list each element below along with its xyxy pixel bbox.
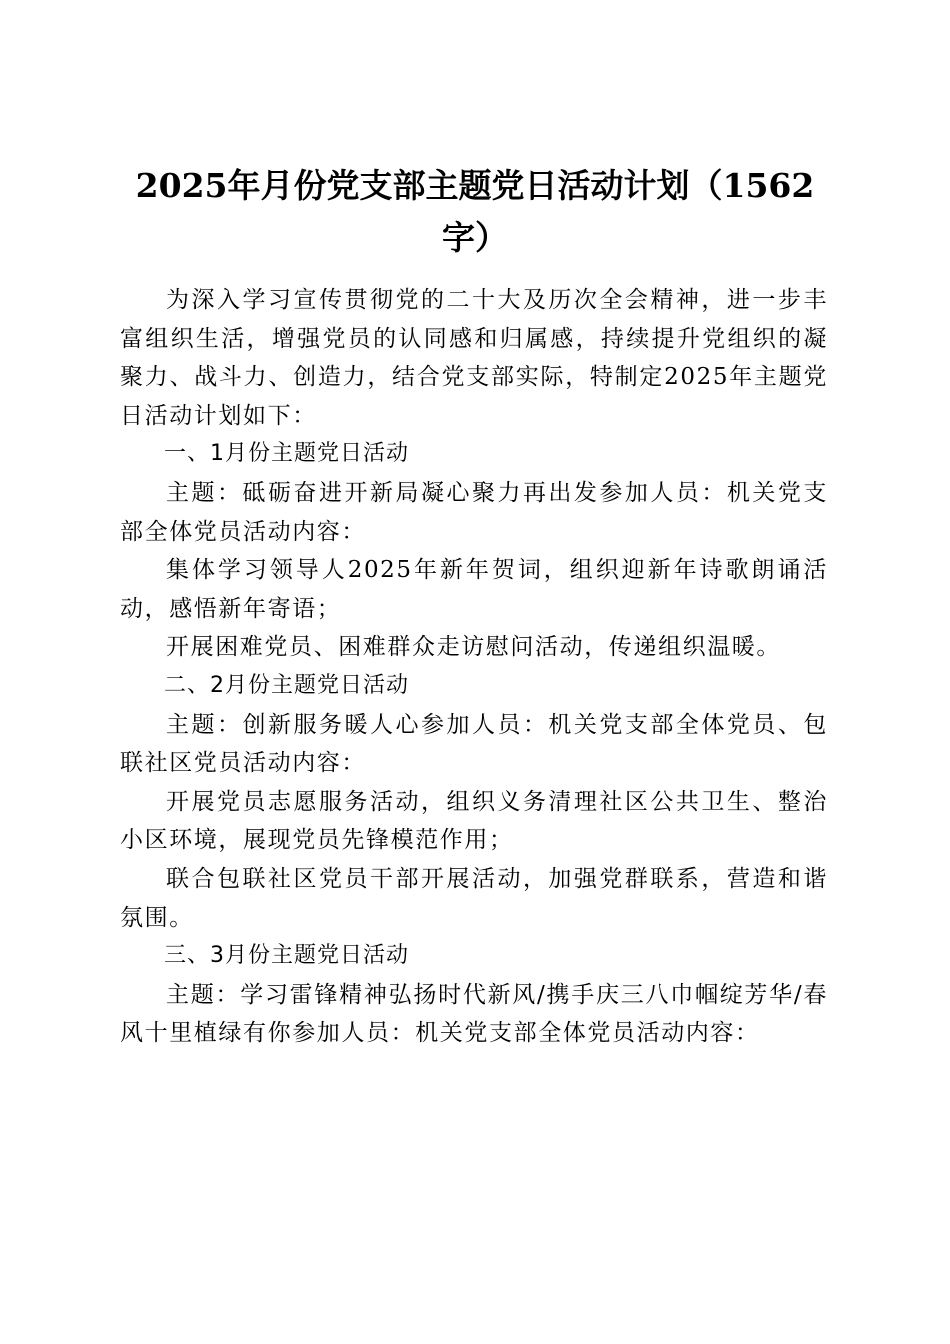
section-heading-january: 一、1月份主题党日活动: [164, 441, 409, 467]
march-theme-paragraph: 主题：学习雷锋精神弘扬时代新风/携手庆三八巾帼绽芳华/春风十里植绿有你参加人员：机关党支部全体党员活动内容：: [120, 981, 828, 1047]
february-theme-paragraph: 主题：创新服务暖人心参加人员：机关党支部全体党员、包联社区党员活动内容：: [120, 711, 828, 777]
january-activity-1: 集体学习领导人2025年新年贺词，组织迎新年诗歌朗诵活动，感悟新年寄语；: [120, 557, 828, 622]
section-heading-february: 二、2月份主题党日活动: [164, 672, 409, 698]
february-activity-1: 开展党员志愿服务活动，组织义务清理社区公共卫生、整治小区环境，展现党员先锋模范作用；: [120, 788, 828, 854]
document-title: 2025年月份党支部主题党日活动计划（1562字）: [135, 166, 815, 258]
february-activity-2: 联合包联社区党员干部开展活动，加强党群联系，营造和谐氛围。: [120, 865, 828, 931]
january-theme-paragraph: 主题：砥砺奋进开新局凝心聚力再出发参加人员：机关党支部全体党员活动内容：: [120, 479, 828, 545]
january-activity-2: 开展困难党员、困难群众走访慰问活动，传递组织温暖。: [166, 634, 781, 661]
intro-paragraph: 为深入学习宣传贯彻党的二十大及历次全会精神，进一步丰富组织生活，增强党员的认同感和归属感，持续提升党组织的凝聚力、战斗力、创造力，结合党支部实际，特制定2025年主题党日活动计划如下：: [120, 287, 828, 429]
section-heading-march: 三、3月份主题党日活动: [164, 943, 409, 969]
document-body: [120, 281, 828, 1053]
